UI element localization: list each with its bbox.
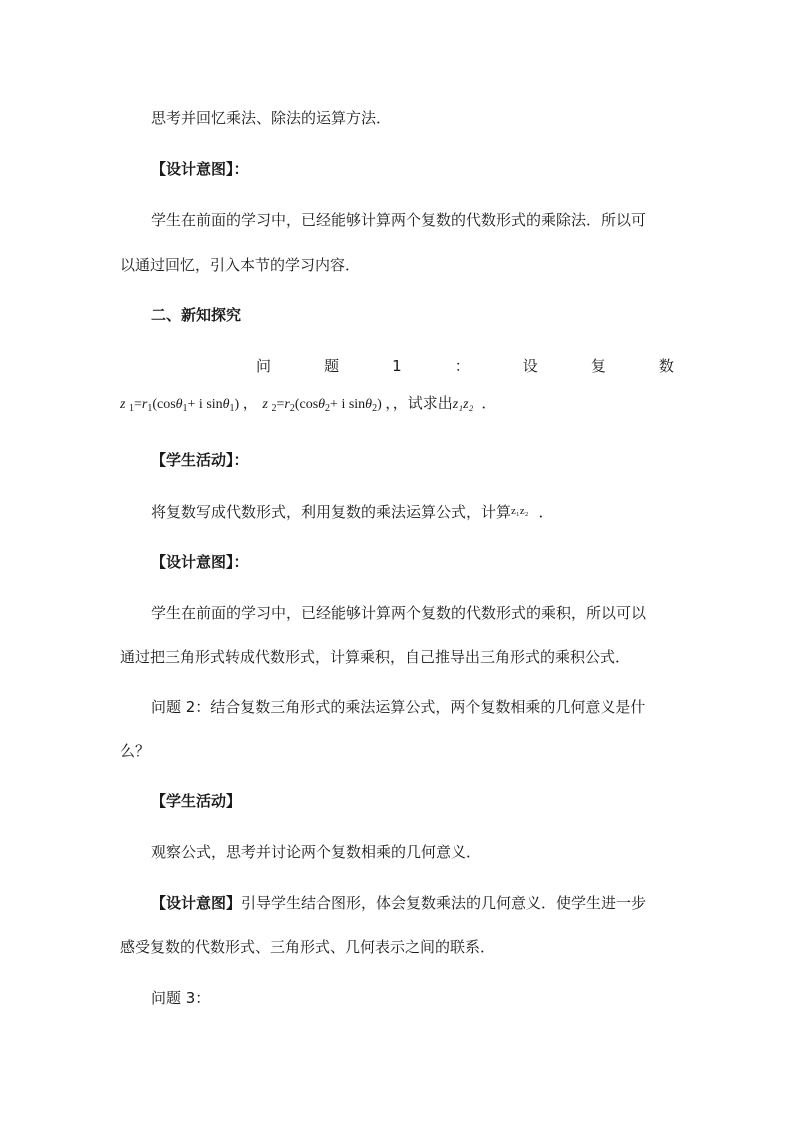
formula-product-inline: z₁z₂ [511,505,529,517]
label-design-intent-3: 【设计意图】 [151,894,242,912]
heading-design-intent-1: 【设计意图】： [151,160,249,178]
heading-design-intent-2: 【设计意图】： [151,553,249,571]
problem-1-formula: z $_1=r_1(\cos\theta_1+ i$ sinθ$_1$) ， z $_2=r_2(\cos\theta_2+ i$ sinθ$_2$) ，，试求出z₁z₂ ． [120,394,497,414]
paragraph-intent-3b: 感受复数的代数形式、三角形式、几何表示之间的联系． [120,938,496,956]
paragraph-activity-2: 观察公式，思考并讨论两个复数相乘的几何意义． [151,843,482,861]
paragraph-activity-1: 将复数写成代数形式，利用复数的乘法运算公式，计算$^{z_1z_2}$ ． [151,503,554,521]
paragraph-intent-1b: 以通过回忆，引入本节的学习内容． [120,256,361,274]
problem-1-heading [256,355,674,377]
paragraph-intent-2b: 通过把三角形式转成代数形式，计算乘积，自己推导出三角形式的乘积公式． [120,648,631,666]
formula-product: z₁z₂ [452,397,474,412]
q1-char: 1 [392,357,402,375]
q1-char: 设 [522,357,538,375]
q1-char: ： [454,357,470,375]
paragraph-intent-1a: 学生在前面的学习中，已经能够计算两个复数的代数形式的乘除法．所以可 [151,211,647,229]
heading-new-knowledge: 二、新知探究 [151,306,242,324]
paragraph-recall: 思考并回忆乘法、除法的运算方法． [151,109,392,127]
paragraph-problem-3: 问题 3： [151,989,211,1007]
formula-z2: z $_2=r_2(\cos\theta_2+ i$ sinθ$_2$) [262,397,382,414]
q1-tail: ，试求出 [392,394,453,412]
q1-char: 数 [658,357,674,375]
heading-student-activity-1: 【学生活动】： [151,451,249,469]
q1-char: 题 [324,357,340,375]
formula-z1: z $_1=r_1(\cos\theta_1+ i$ sinθ$_1$) [120,397,240,414]
heading-student-activity-2: 【学生活动】 [151,792,242,810]
paragraph-problem-2a: 问题 2：结合复数三角形式的乘法运算公式，两个复数相乘的几何意义是什 [151,698,646,716]
q1-char: 问 [256,357,272,375]
paragraph-intent-2a: 学生在前面的学习中，已经能够计算两个复数的代数形式的乘积，所以可以 [151,604,647,622]
paragraph-problem-2b: 么？ [120,742,151,760]
paragraph-intent-3a: 【设计意图】引导学生结合图形，体会复数乘法的几何意义．使学生进一步 [151,894,647,912]
q1-char: 复 [590,357,606,375]
